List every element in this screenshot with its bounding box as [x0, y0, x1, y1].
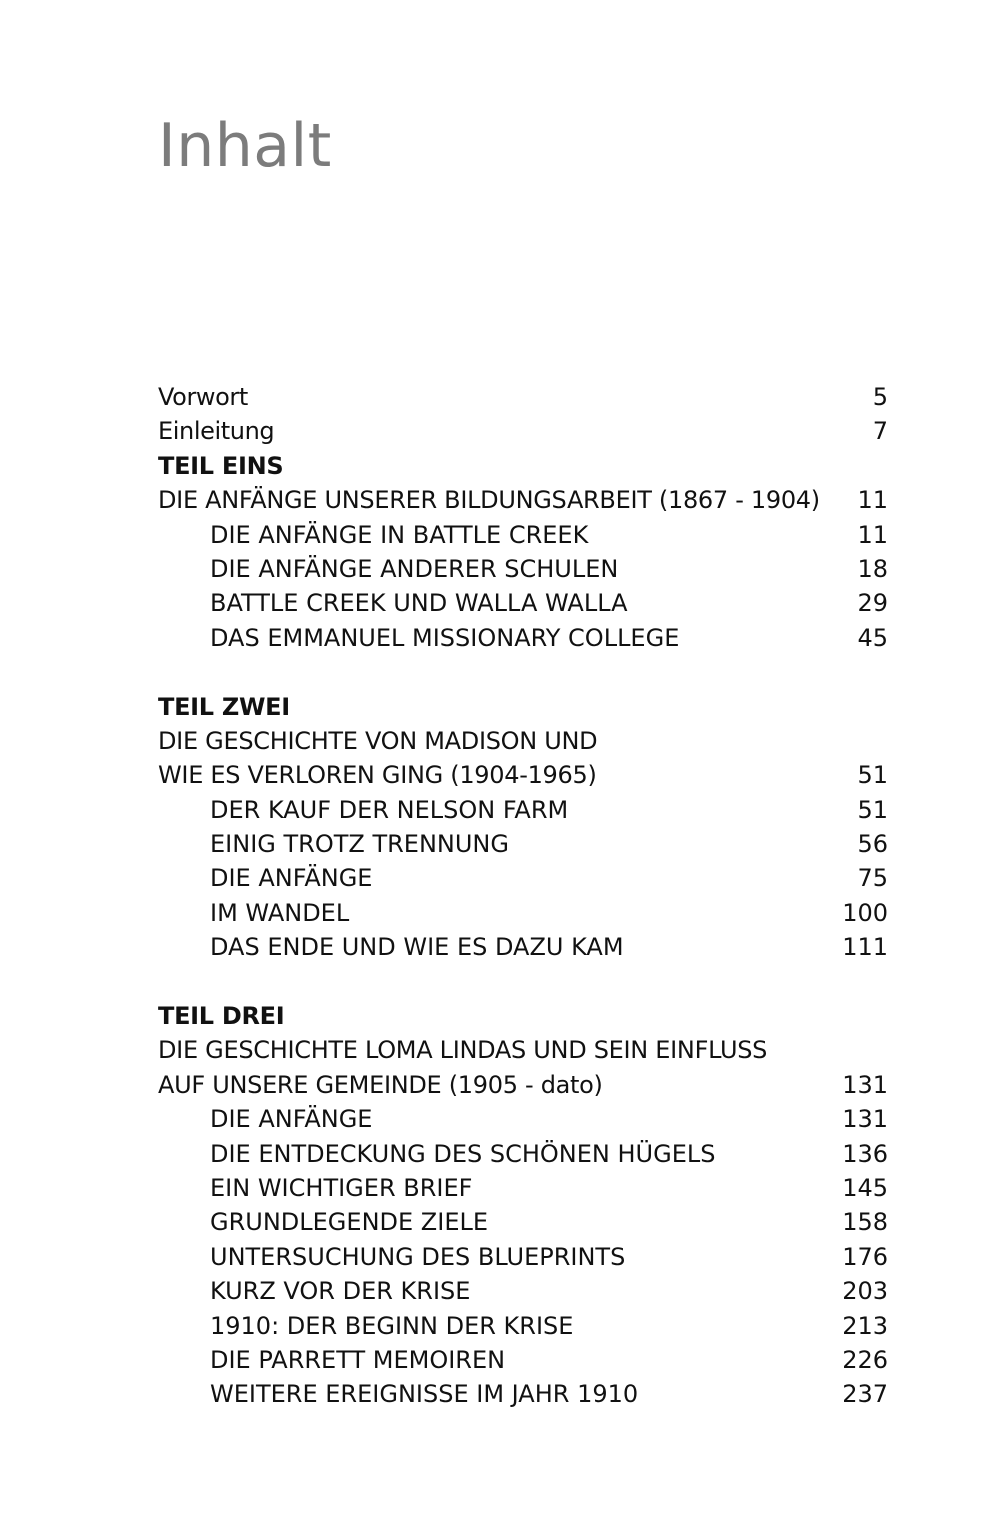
toc-entry[interactable]	[158, 1377, 888, 1411]
toc-entry[interactable]	[158, 1137, 888, 1171]
toc-entry[interactable]	[158, 1274, 888, 1308]
toc-page-number: 29	[857, 589, 888, 618]
part-title-2-line1[interactable]	[158, 724, 888, 758]
toc-page-number: 111	[842, 933, 888, 962]
part-title-label: WIE ES VERLOREN GING (1904-1965)	[158, 761, 597, 790]
part-title-label: DIE GESCHICHTE LOMA LINDAS UND SEIN EINFLUSS	[158, 1036, 768, 1065]
toc-entry-vorwort[interactable]	[158, 380, 888, 414]
toc-entry-label: KURZ VOR DER KRISE	[210, 1277, 471, 1306]
toc-entry-label: DAS ENDE UND WIE ES DAZU KAM	[210, 933, 624, 962]
toc-entry-label: DIE PARRETT MEMOIREN	[210, 1345, 506, 1374]
toc-entry-label: GRUNDLEGENDE ZIELE	[210, 1208, 489, 1237]
toc-page-number: 18	[857, 554, 888, 583]
toc-entry[interactable]	[158, 896, 888, 930]
toc-entry[interactable]	[158, 1102, 888, 1136]
toc-page-number: 5	[872, 383, 888, 411]
part-title-label: DIE ANFÄNGE UNSERER BILDUNGSARBEIT (1867 - 1904)	[158, 486, 820, 515]
toc-page-number: 213	[842, 1311, 888, 1340]
page-title: Inhalt	[158, 111, 332, 181]
toc-page-number: 75	[857, 864, 888, 893]
toc-page-number: 145	[842, 1173, 888, 1202]
toc-page-number: 203	[842, 1277, 888, 1306]
part-heading-label: TEIL EINS	[158, 451, 284, 480]
toc-entry[interactable]	[158, 930, 888, 964]
toc-entry[interactable]	[158, 518, 888, 552]
toc-page-number: 131	[842, 1105, 888, 1134]
toc-entry[interactable]	[158, 621, 888, 655]
toc-entry[interactable]	[158, 1171, 888, 1205]
toc-entry[interactable]	[158, 1309, 888, 1343]
toc-page-number: 100	[842, 898, 888, 927]
toc-page-number: 51	[857, 795, 888, 824]
part-title-1[interactable]	[158, 483, 888, 517]
toc-entry-label: EIN WICHTIGER BRIEF	[210, 1173, 473, 1202]
part-heading-label: TEIL ZWEI	[158, 692, 290, 721]
toc-entry-label: Einleitung	[158, 417, 275, 446]
toc-entry-label: DIE ANFÄNGE	[210, 1105, 373, 1134]
toc-entry-einleitung[interactable]	[158, 414, 888, 448]
part-title-3-line2[interactable]	[158, 1068, 888, 1102]
toc-entry-label: WEITERE EREIGNISSE IM JAHR 1910	[210, 1380, 639, 1409]
part-heading-label: TEIL DREI	[158, 1002, 285, 1031]
toc-page-number: 11	[857, 486, 888, 515]
toc-entry-label: UNTERSUCHUNG DES BLUEPRINTS	[210, 1242, 626, 1271]
toc-entry-label: BATTLE CREEK UND WALLA WALLA	[210, 589, 628, 618]
toc-page-number: 11	[857, 520, 888, 549]
toc-entry-label: DIE ANFÄNGE IN BATTLE CREEK	[210, 520, 589, 549]
table-of-contents	[158, 380, 888, 1412]
part-title-label: DIE GESCHICHTE VON MADISON UND	[158, 726, 598, 755]
toc-entry[interactable]	[158, 861, 888, 895]
toc-entry[interactable]	[158, 1343, 888, 1377]
toc-entry-label: DAS EMMANUEL MISSIONARY COLLEGE	[210, 623, 680, 652]
toc-entry-label: DIE ANFÄNGE	[210, 864, 373, 893]
toc-entry-label: 1910: DER BEGINN DER KRISE	[210, 1311, 574, 1340]
toc-page-number: 176	[842, 1242, 888, 1271]
toc-entry[interactable]	[158, 1240, 888, 1274]
toc-entry-label: DER KAUF DER NELSON FARM	[210, 795, 569, 824]
toc-page-number: 237	[842, 1380, 888, 1409]
toc-page-number: 226	[842, 1345, 888, 1374]
toc-page-number: 56	[857, 830, 888, 859]
toc-entry[interactable]	[158, 552, 888, 586]
toc-entry[interactable]	[158, 793, 888, 827]
toc-entry[interactable]	[158, 586, 888, 620]
toc-entry-label: DIE ENTDECKUNG DES SCHÖNEN HÜGELS	[210, 1139, 716, 1168]
toc-page-number: 45	[857, 623, 888, 652]
toc-page-number: 7	[872, 417, 888, 446]
toc-entry-label: EINIG TROTZ TRENNUNG	[210, 830, 509, 859]
part-heading-3	[158, 999, 888, 1033]
part-title-3-line1[interactable]	[158, 1033, 888, 1067]
part-title-2-line2[interactable]	[158, 758, 888, 792]
toc-entry-label: IM WANDEL	[210, 898, 350, 927]
toc-page-number: 158	[842, 1208, 888, 1237]
part-heading-2	[158, 690, 888, 724]
toc-entry-label: DIE ANFÄNGE ANDERER SCHULEN	[210, 554, 619, 583]
toc-entry-label: Vorwort	[158, 383, 248, 411]
part-title-label: AUF UNSERE GEMEINDE (1905 - dato)	[158, 1070, 603, 1099]
toc-entry[interactable]	[158, 827, 888, 861]
section-spacer	[158, 655, 888, 689]
section-spacer	[158, 965, 888, 999]
toc-page-number: 51	[857, 761, 888, 790]
part-heading-1	[158, 449, 888, 483]
toc-page-number: 131	[842, 1070, 888, 1099]
toc-entry[interactable]	[158, 1205, 888, 1239]
toc-page-number: 136	[842, 1139, 888, 1168]
